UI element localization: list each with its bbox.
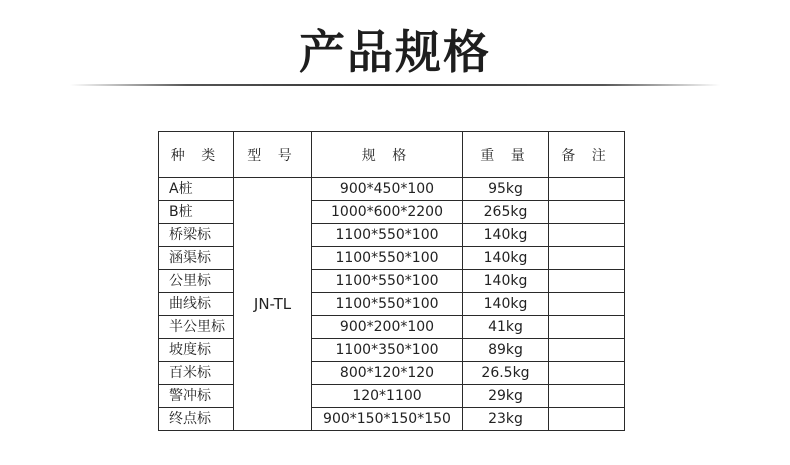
spec-cell: 1100*550*100 [312,224,463,247]
table-row [159,201,625,224]
table-header-row [159,132,625,178]
weight-cell: 95kg [463,178,549,201]
spec-cell: 900*200*100 [312,316,463,339]
spec-table [158,131,625,431]
header-weight: 重 量 [463,132,549,178]
type-cell: 终点标 [159,408,234,431]
spec-cell: 1100*350*100 [312,339,463,362]
weight-cell: 26.5kg [463,362,549,385]
table-row [159,178,625,201]
type-cell: 涵渠标 [159,247,234,270]
note-cell [549,316,625,339]
spec-cell: 800*120*120 [312,362,463,385]
weight-cell: 265kg [463,201,549,224]
note-cell [549,224,625,247]
note-cell [549,270,625,293]
spec-cell: 120*1100 [312,385,463,408]
header-note: 备 注 [549,132,625,178]
type-cell: A桩 [159,178,234,201]
table-row [159,224,625,247]
weight-cell: 41kg [463,316,549,339]
weight-cell: 29kg [463,385,549,408]
spec-cell: 1000*600*2200 [312,201,463,224]
spec-cell: 1100*550*100 [312,270,463,293]
table-row [159,339,625,362]
type-cell: 坡度标 [159,339,234,362]
table-row [159,408,625,431]
type-cell: 公里标 [159,270,234,293]
type-cell: 半公里标 [159,316,234,339]
note-cell [549,408,625,431]
type-cell: 桥梁标 [159,224,234,247]
header-type: 种 类 [159,132,234,178]
title-divider [70,84,720,86]
spec-cell: 900*450*100 [312,178,463,201]
table-row [159,270,625,293]
note-cell [549,293,625,316]
spec-cell: 1100*550*100 [312,247,463,270]
note-cell [549,178,625,201]
table-row [159,385,625,408]
weight-cell: 140kg [463,270,549,293]
table-row [159,293,625,316]
weight-cell: 140kg [463,293,549,316]
type-cell: 警冲标 [159,385,234,408]
table-row [159,247,625,270]
table-row [159,316,625,339]
table-row [159,362,625,385]
spec-cell: 1100*550*100 [312,293,463,316]
note-cell [549,362,625,385]
note-cell [549,339,625,362]
page-title: 产品规格 [299,25,491,79]
note-cell [549,247,625,270]
weight-cell: 140kg [463,247,549,270]
spec-cell: 900*150*150*150 [312,408,463,431]
type-cell: 曲线标 [159,293,234,316]
note-cell [549,385,625,408]
weight-cell: 23kg [463,408,549,431]
note-cell [549,201,625,224]
header-spec: 规 格 [312,132,463,178]
type-cell: B桩 [159,201,234,224]
weight-cell: 140kg [463,224,549,247]
header-model: 型 号 [234,132,312,178]
weight-cell: 89kg [463,339,549,362]
model-cell: JN-TL [234,178,312,431]
type-cell: 百米标 [159,362,234,385]
